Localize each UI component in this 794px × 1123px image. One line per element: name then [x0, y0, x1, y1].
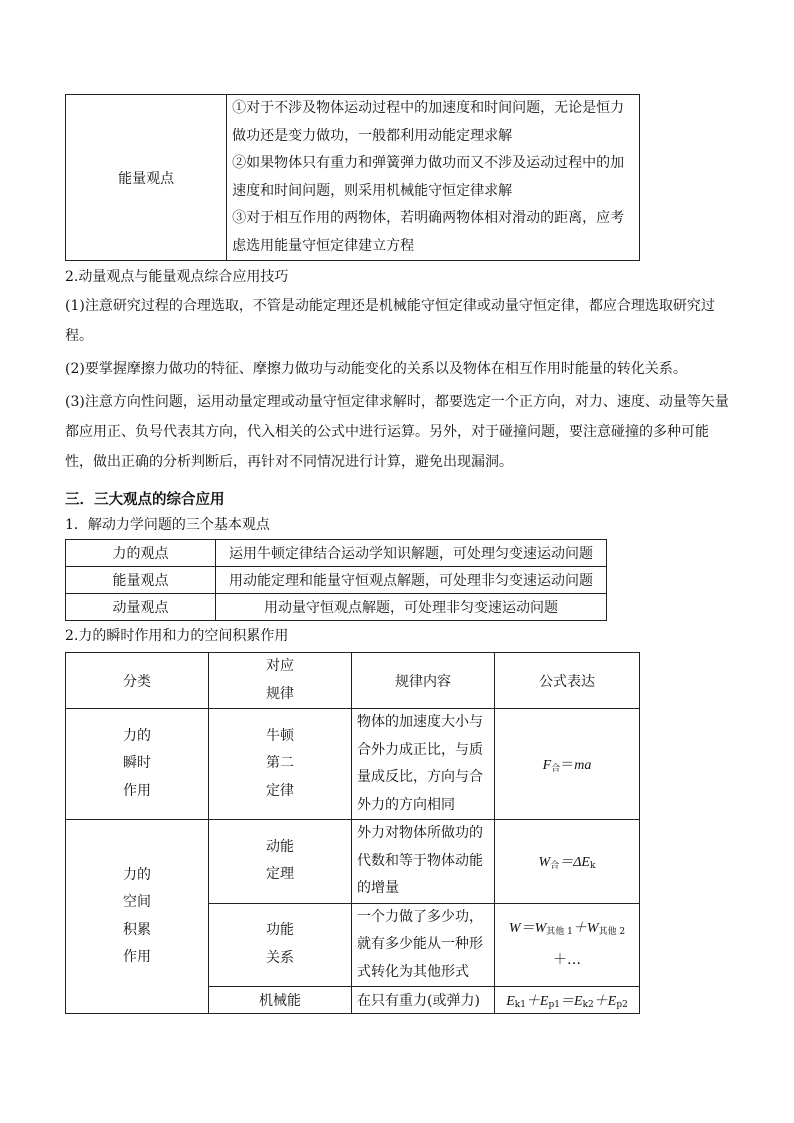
header-category: 分类: [66, 653, 209, 709]
formula-kinetic: [495, 820, 640, 904]
viewpoint-name: 力的观点: [66, 540, 216, 567]
formula-subscript: k1: [514, 1000, 526, 1010]
text-line: 空间: [123, 894, 151, 910]
formula-part: ＋E: [593, 994, 617, 1009]
text-line: 一个力做了多少功，: [357, 908, 483, 925]
formula-part: F: [542, 758, 552, 773]
formula-part: ＝ΔE: [559, 855, 590, 871]
text-line: 外力的方向相同: [357, 796, 455, 813]
law-newton: [209, 709, 352, 820]
text-line: 式转化为其他形式: [357, 963, 469, 980]
paragraph: (1)注意研究过程的合理选取，不管是动能定理还是机械能守恒定律或动量守恒定律，都应合理选取研究过程。: [65, 298, 715, 344]
formula-subscript: k: [590, 861, 596, 872]
text-line: 力的: [123, 866, 151, 883]
text-line: 外力对物体所做功的: [357, 825, 483, 841]
text-line: 对应: [266, 658, 294, 674]
formula-part: W: [538, 855, 551, 871]
formula-part: E: [506, 994, 515, 1009]
formula-subscript: k2: [582, 1000, 594, 1010]
text-line: 瞬时: [123, 755, 151, 772]
law-work-energy: [209, 903, 352, 987]
viewpoint-name: 能量观点: [66, 567, 216, 594]
text-line: 物体的加速度大小与: [357, 714, 483, 730]
formula-work-energy: [495, 903, 640, 987]
text-line: 第二: [266, 755, 294, 772]
text-line: 速度和时间问题，则采用机械能守恒定律求解: [232, 182, 513, 199]
text-line: 定律: [266, 782, 294, 799]
viewpoint-desc: 用动能定理和能量守恒观点解题，可处理非匀变速运动问题: [216, 567, 607, 594]
paragraph: (2)要掌握摩擦力做功的特征、摩擦力做功与动能变化的关系以及物体在相互作用时能量的转化关系。: [65, 361, 687, 377]
formula-mechanical-energy: [495, 987, 640, 1014]
viewpoints-table: [65, 539, 607, 621]
text-line: 做功还是变力做功，一般都利用动能定理求解: [232, 127, 513, 144]
content-kinetic: [352, 820, 495, 904]
viewpoint-desc: 用动量守恒观点解题，可处理非匀变速运动问题: [216, 594, 607, 621]
energy-viewpoint-table: [65, 94, 640, 261]
formula-part: ＝: [560, 757, 575, 773]
formula-subscript: p2: [616, 1000, 628, 1010]
text-line: 功能: [266, 922, 294, 939]
section-title: 2.力的瞬时作用和力的空间积累作用: [65, 628, 289, 644]
text-line: ②如果物体只有重力和弹簧弹力做功而又不涉及运动过程中的加: [232, 155, 625, 171]
header-formula: 公式表达: [495, 653, 640, 709]
text-line: 作用: [123, 949, 151, 965]
law-mechanical-energy: 机械能: [209, 987, 352, 1014]
text-line: 作用: [123, 782, 151, 799]
header-law: [209, 653, 352, 709]
text-line: ①对于不涉及物体运动过程中的加速度和时间问题，无论是恒力: [232, 100, 625, 116]
energy-viewpoint-label: 能量观点: [66, 95, 227, 261]
text-line: ③对于相互作用的两物体，若明确两物体相对滑动的距离，应考: [232, 210, 625, 226]
text-line: 定理: [266, 866, 294, 883]
text-line: 合外力成正比，与质: [357, 741, 483, 758]
law-kinetic: [209, 820, 352, 904]
text-line: 的增量: [357, 880, 399, 896]
formula-part: ＋…: [553, 951, 581, 968]
formula-subscript: 其他 2: [598, 927, 626, 938]
formula-subscript: 合: [551, 764, 561, 774]
formula-part: ＋E: [525, 994, 549, 1009]
category-instant: [66, 709, 209, 820]
content-newton: [352, 709, 495, 820]
text-line: 代数和等于物体动能: [357, 852, 483, 869]
category-spatial: [66, 820, 209, 1014]
formula-part: ma: [574, 758, 592, 773]
text-line: 就有多少能从一种形: [357, 936, 483, 952]
section-title: 2.动量观点与能量观点综合应用技巧: [65, 269, 289, 285]
section-subtitle: 1．解动力学问题的三个基本观点: [65, 517, 270, 533]
header-content: 规律内容: [352, 653, 495, 709]
section-heading: 三．三大观点的综合应用: [65, 491, 225, 508]
text-line: 牛顿: [266, 727, 294, 744]
formula-subscript: 合: [550, 861, 560, 872]
text-line: 关系: [266, 949, 294, 966]
formula-newton: [495, 709, 640, 820]
text-line: 动能: [266, 838, 294, 855]
formula-subscript: p1: [548, 1000, 560, 1010]
content-mechanical-energy: 在只有重力(或弹力): [352, 987, 495, 1014]
text-line: 量成反比，方向与合: [357, 769, 483, 785]
text-line: 力的: [123, 727, 151, 744]
force-action-table: [65, 652, 640, 1014]
text-line: 积累: [123, 921, 151, 938]
text-line: 规律: [266, 685, 294, 702]
formula-part: ＝E: [560, 994, 583, 1009]
formula-part: ＋W: [572, 921, 599, 937]
energy-viewpoint-content: [227, 95, 640, 261]
formula-subscript: 其他 1: [546, 927, 573, 938]
paragraph: (3)注意方向性问题，运用动量定理或动量守恒定律求解时，都要选定一个正方向，对力、速度、动量等矢量都应用正、负号代表其方向，代入相关的公式中进行运算。另外，对于碰撞问题，要注意碰撞的多种可能性，做出正确的分析判断后，再针对不同情况进行计算，避免出现漏洞。: [65, 394, 729, 470]
viewpoint-name: 动量观点: [66, 594, 216, 621]
text-line: 虑选用能量守恒定律建立方程: [232, 237, 415, 254]
formula-part: W＝W: [508, 921, 547, 937]
viewpoint-desc: 运用牛顿定律结合运动学知识解题，可处理匀变速运动问题: [216, 540, 607, 567]
content-work-energy: [352, 903, 495, 987]
